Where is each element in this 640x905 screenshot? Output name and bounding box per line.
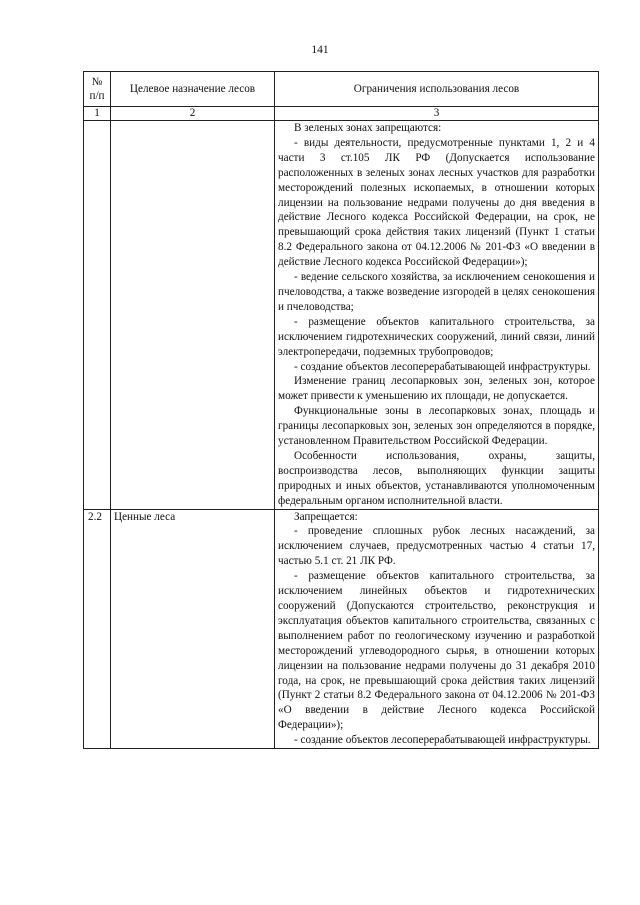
restriction-paragraph: - создание объектов лесоперерабатывающей инфраструктуры. bbox=[294, 734, 591, 747]
table-row bbox=[84, 121, 599, 510]
restriction-paragraph: - проведение сплошных рубок лесных насаждений, за исключением случаев, предусмотренных частью 4 статьи 17, частью 5.1 ст. 21 ЛК РФ. bbox=[278, 525, 595, 568]
header-restrictions: Ограничения использования лесов bbox=[275, 72, 599, 107]
row-restrictions bbox=[275, 509, 599, 749]
restriction-paragraph: - создание объектов лесоперерабатывающей инфраструктуры. bbox=[294, 360, 591, 373]
header-row bbox=[84, 72, 599, 107]
restriction-paragraph: В зеленых зонах запрещаются: bbox=[294, 122, 442, 134]
restriction-paragraph: - размещение объектов капитального строительства, за исключением линейных объектов и гидротехнических сооружений (Допускаются строительство, реконструкция и эксплуатация объектов капитального строительства, связанных с выполнением работ по геологическому изучению и разработкой месторождений углеводородного сырья, в отношении которых лицензии на пользование недрами получены до 31 декабря 2010 года, на срок, не превышающий срока действия таких лицензий (Пункт 2 статьи 8.2 Федерального закона от 04.12.2006 № 201-ФЗ «О введении в действие Лесного кодекса Российской Федерации»); bbox=[278, 570, 595, 732]
restriction-paragraph: - ведение сельского хозяйства, за исключением сенокошения и пчеловодства, а также возведение изгородей в целях сенокошения и пчеловодства; bbox=[278, 271, 595, 313]
page-number: 141 bbox=[311, 44, 329, 56]
column-number-row bbox=[84, 107, 599, 121]
table-row bbox=[84, 509, 599, 749]
restriction-paragraph: - виды деятельности, предусмотренные пунктами 1, 2 и 4 части 3 ст.105 ЛК РФ (Допускается использование расположенных в зеленых зонах лесных участков для разработки месторождений полезных ископаемых, в отношении которых лицензии на пользование недрами получены до дня введения в действие Лесного кодекса Российской Федерации, на срок, не превышающий срока действия таких лицензий (Пункт 1 статьи 8.2 Федерального закона от 04.12.2006 № 201-ФЗ «О введении в действие Лесного кодекса Российской Федерации»); bbox=[278, 136, 595, 269]
header-num: № п/п bbox=[84, 72, 111, 107]
forest-restrictions-table bbox=[83, 71, 599, 749]
row-number: 2.2 bbox=[84, 509, 111, 749]
header-purpose: Целевое назначение лесов bbox=[111, 72, 275, 107]
row-purpose bbox=[111, 121, 275, 510]
row-restrictions bbox=[275, 121, 599, 510]
restriction-paragraph: Особенности использования, охраны, защиты, воспроизводства лесов, выполняющих функции защиты природных и иных объектов, устанавливаются уполномоченным федеральным органом исполнительной власти. bbox=[278, 449, 595, 507]
column-number-1: 1 bbox=[84, 107, 111, 121]
column-number-2: 2 bbox=[111, 107, 275, 121]
restriction-paragraph: - размещение объектов капитального строительства, за исключением гидротехнических сооружений, линий связи, линий электропередачи, подземных трубопроводов; bbox=[278, 315, 595, 358]
row-purpose: Ценные леса bbox=[111, 509, 275, 749]
column-number-3: 3 bbox=[275, 107, 599, 121]
restriction-paragraph: Функциональные зоны в лесопарковых зонах, площадь и границы лесопарковых зон, зеленых зон определяются в порядке, установленном Правительством Российской Федерации. bbox=[278, 405, 595, 448]
row-number bbox=[84, 121, 111, 510]
restriction-paragraph: Запрещается: bbox=[294, 510, 358, 523]
restriction-paragraph: Изменение границ лесопарковых зон, зеленых зон, которое может привести к уменьшению их площади, не допускается. bbox=[278, 375, 595, 403]
